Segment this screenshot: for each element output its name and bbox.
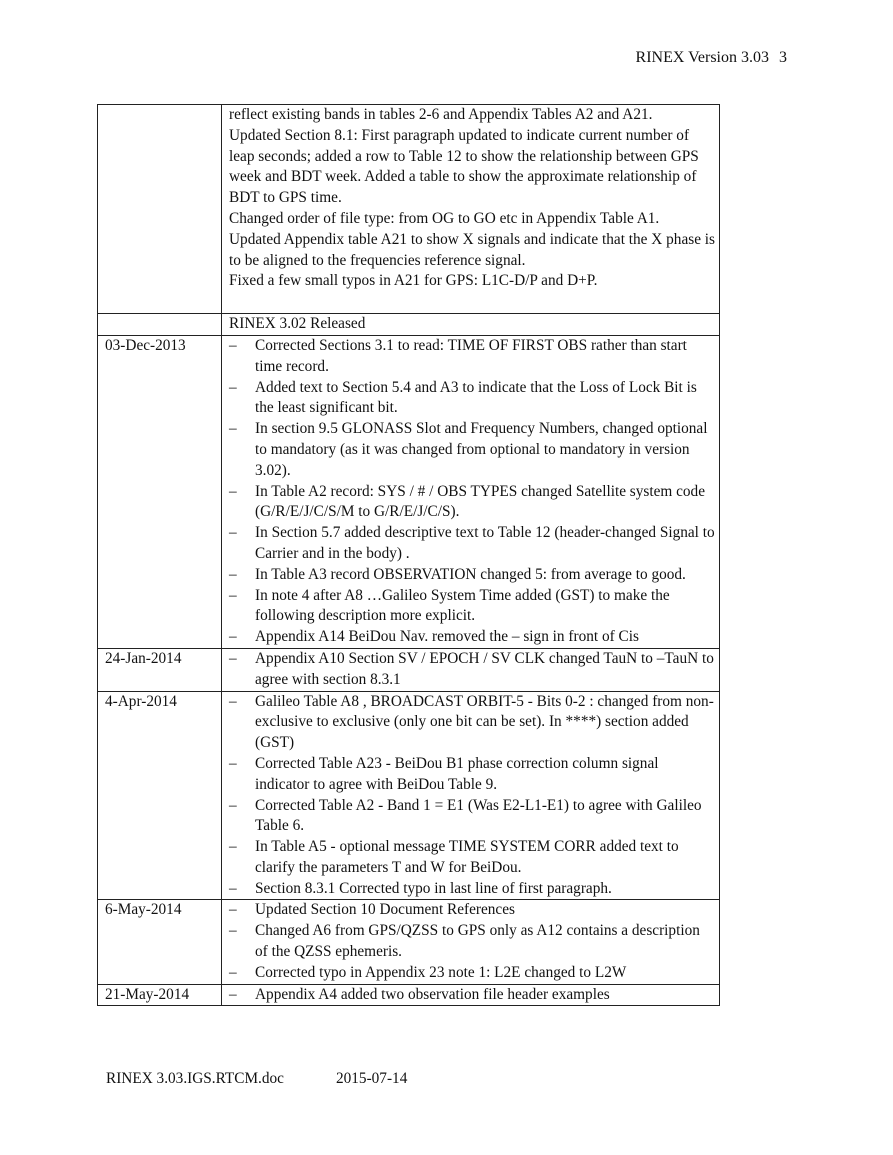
list-item: – Section 8.3.1 Corrected typo in last line of first paragraph.	[229, 879, 612, 897]
list-item: – In Table A2 record: SYS / # / OBS TYPES changed Satellite system code (G/R/E/J/C/S/M to G/R/E/J/C/S).	[229, 482, 705, 521]
list-item: – Changed A6 from GPS/QZSS to GPS only as A12 contains a description of the QZSS ephemeris.	[229, 922, 700, 961]
list-item: – Galileo Table A8 , BROADCAST ORBIT-5 - Bits 0-2 : changed from non-exclusive to exclusive (only one bit can be set). In ****) section added (GST)	[229, 692, 714, 752]
revision-date: 03-Dec-2013	[98, 335, 222, 648]
list-item: – In note 4 after A8 …Galileo System Time added (GST) to make the following description more explicit.	[229, 586, 670, 625]
revision-description	[222, 984, 720, 1006]
page-footer	[106, 1069, 407, 1090]
list-item: – Added text to Section 5.4 and A3 to indicate that the Loss of Lock Bit is the least significant bit.	[229, 378, 697, 417]
list-item: – Appendix A14 BeiDou Nav. removed the – sign in front of Cis	[229, 628, 639, 646]
list-item: – Corrected Table A23 - BeiDou B1 phase correction column signal indicator to agree with BeiDou Table 9.	[229, 754, 659, 793]
table-row	[98, 105, 720, 314]
revision-description	[222, 335, 720, 648]
revision-date: 24-Jan-2014	[98, 648, 222, 691]
table-row	[98, 900, 720, 984]
revision-date: 21-May-2014	[98, 984, 222, 1006]
footer-filename: RINEX 3.03.IGS.RTCM.doc	[106, 1070, 284, 1087]
list-item: – In Section 5.7 added descriptive text to Table 12 (header-changed Signal to Carrier and in the body) .	[229, 524, 715, 562]
description-line: Updated Appendix table A21 to show X signals and indicate that the X phase is to be aligned to the frequencies reference signal.	[229, 230, 716, 269]
table-row	[98, 648, 720, 691]
revision-date: 6-May-2014	[98, 900, 222, 984]
revision-description	[222, 691, 720, 900]
list-item: – Updated Section 10 Document References	[229, 901, 515, 919]
table-row	[98, 691, 720, 900]
revision-description	[222, 648, 720, 691]
list-item: – Corrected Sections 3.1 to read: TIME OF FIRST OBS rather than start time record.	[229, 336, 687, 375]
revision-history-table	[97, 104, 720, 1006]
table-row	[98, 314, 720, 336]
revision-date	[98, 314, 222, 336]
list-item: – Corrected Table A2 - Band 1 = E1 (Was E2-L1-E1) to agree with Galileo Table 6.	[229, 796, 702, 835]
revision-description	[222, 105, 720, 314]
list-item: – Appendix A10 Section SV / EPOCH / SV CLK changed TauN to –TauN to agree with section 8.3.1	[229, 649, 714, 688]
list-item: – Appendix A4 added two observation file header examples	[229, 985, 610, 1003]
revision-date	[98, 105, 222, 314]
footer-date: 2015-07-14	[335, 1070, 408, 1087]
list-item: – In Table A3 record OBSERVATION changed 5: from average to good.	[229, 565, 686, 583]
revision-description	[222, 900, 720, 984]
page-number: 3	[779, 49, 787, 66]
revision-date: 4-Apr-2014	[98, 691, 222, 900]
description-line: Updated Section 8.1: First paragraph updated to indicate current number of leap seconds; added a row to Table 12 to show the relationship between GPS week and BDT week. Added a table to show the approximate relationship of BDT to GPS time.	[229, 126, 699, 207]
list-item: – In Table A5 - optional message TIME SYSTEM CORR added text to clarify the parameters T and W for BeiDou.	[229, 838, 679, 876]
document-title: RINEX Version 3.03	[635, 49, 769, 66]
list-item: – In section 9.5 GLONASS Slot and Frequency Numbers, changed optional to mandatory (as it was changed from optional to mandatory in version 3.02).	[229, 420, 708, 479]
release-note: RINEX 3.02 Released	[222, 314, 720, 336]
page-header	[636, 48, 787, 69]
description-line: Fixed a few small typos in A21 for GPS: L1C-D/P and D+P.	[229, 272, 598, 290]
table-row	[98, 984, 720, 1006]
table-row	[98, 335, 720, 648]
description-line: reflect existing bands in tables 2-6 and Appendix Tables A2 and A21.	[229, 106, 653, 123]
list-item: – Corrected typo in Appendix 23 note 1: L2E changed to L2W	[229, 963, 627, 981]
description-line: Changed order of file type: from OG to GO etc in Appendix Table A1.	[229, 209, 660, 227]
